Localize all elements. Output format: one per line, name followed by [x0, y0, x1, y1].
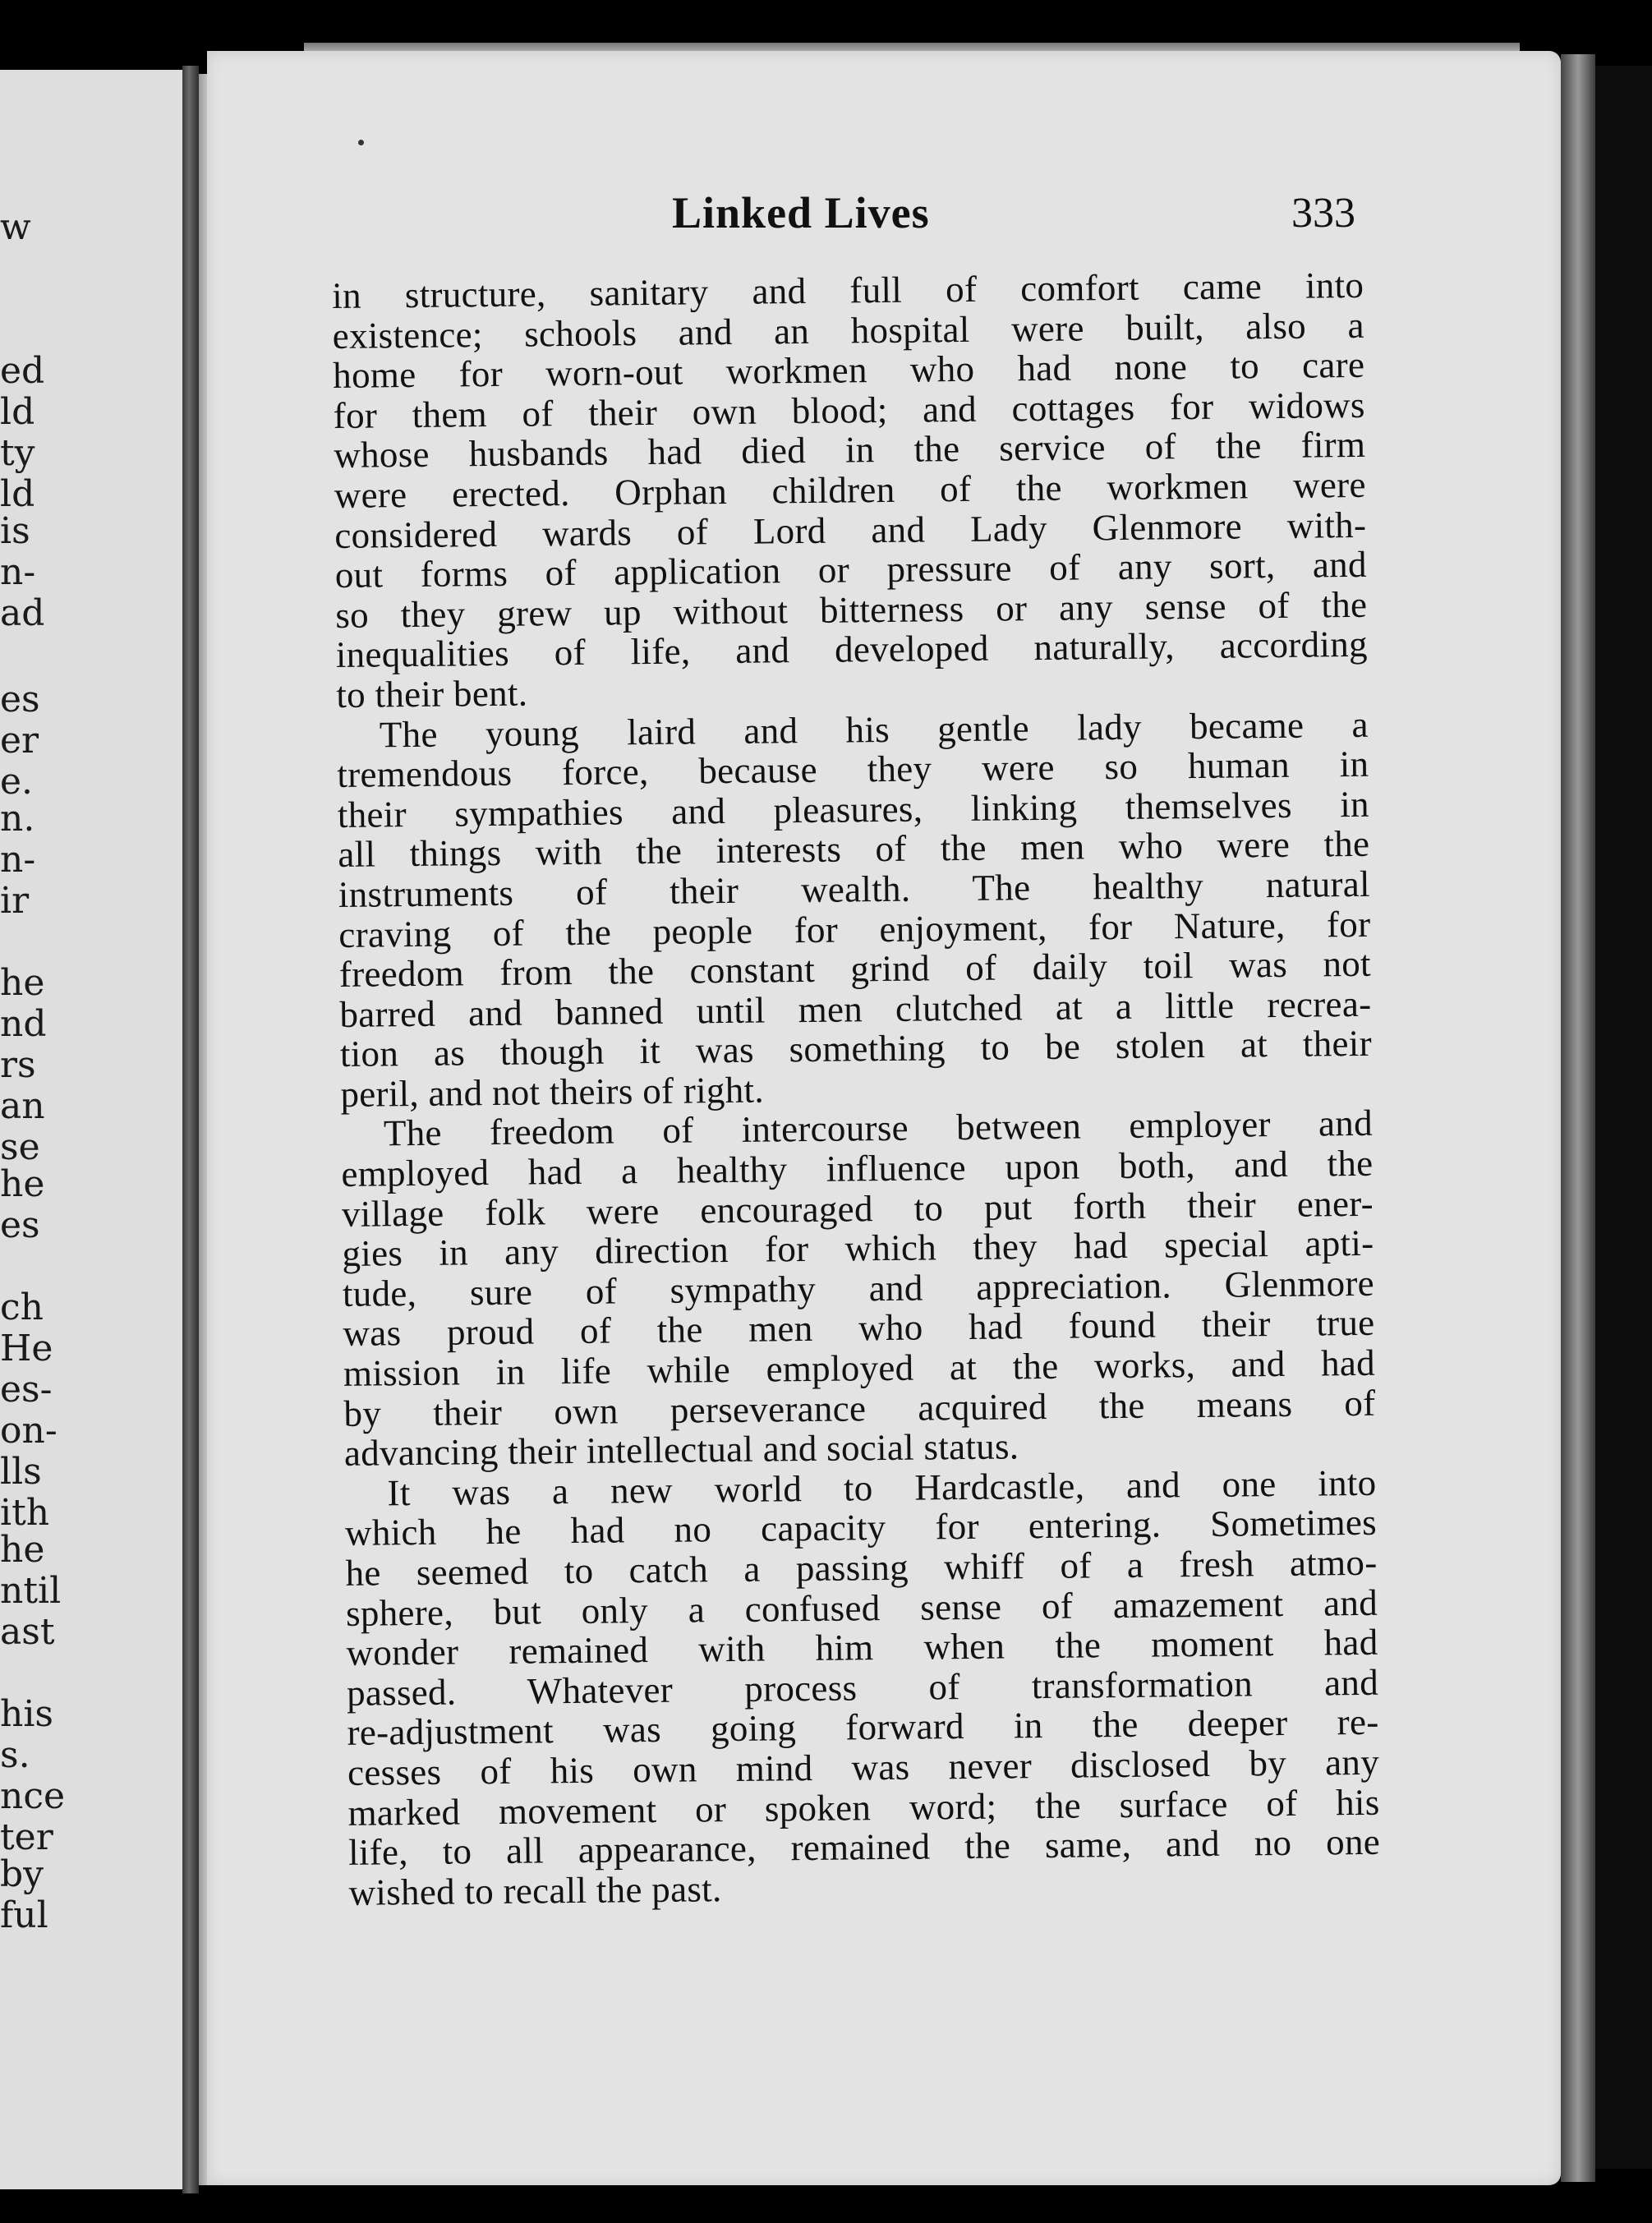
previous-page-text-fragment: lls — [0, 1451, 42, 1493]
previous-page-text-fragment: ty — [0, 432, 35, 474]
previous-page-text-fragment: n- — [0, 551, 36, 593]
previous-page-text-fragment: es- — [0, 1369, 53, 1411]
text-line: barred and banned until men clutched at a little recrea- — [339, 983, 1372, 1035]
previous-page-text-fragment: ith — [0, 1492, 50, 1534]
text-line: wished to recall the past. — [348, 1867, 722, 1913]
previous-page-text-fragment: ntil — [0, 1570, 62, 1612]
previous-page-text-fragment: nd — [0, 1003, 47, 1045]
text-line: peril, and not theirs of right. — [340, 1069, 765, 1115]
previous-page-text-fragment: ter — [0, 1816, 53, 1858]
text-line: out forms of application or pressure of any sort, and — [334, 543, 1368, 596]
page-number: 333 — [1291, 190, 1355, 237]
text-line: whose husbands had died in the service of the firm — [334, 424, 1366, 476]
text-line: employed had a healthy influence upon both, and the — [341, 1142, 1374, 1195]
previous-page-text-fragment: n. — [0, 798, 35, 840]
body-text — [332, 265, 1381, 1912]
previous-page-text-fragment: on- — [0, 1410, 58, 1452]
text-line: tude, sure of sympathy and appreciation. Glenmore — [342, 1262, 1375, 1314]
previous-page-text-fragment: ir — [0, 880, 30, 922]
previous-page-text-fragment: ed — [0, 350, 45, 392]
previous-page-text-fragment: an — [0, 1085, 45, 1127]
previous-page-text-fragment: er — [0, 720, 39, 762]
text-line: tremendous force, because they were so human in — [337, 743, 1369, 796]
previous-page-text-fragment: he — [0, 1529, 45, 1571]
previous-page-text-fragment: rs — [0, 1044, 36, 1086]
text-line: he seemed to catch a passing whiff of a fresh atmo- — [345, 1541, 1378, 1594]
text-line: for them of their own blood; and cottages for widows — [333, 384, 1365, 436]
text-line: to their bent. — [336, 672, 528, 716]
text-line: It was a new world to Hardcastle, and one into — [387, 1461, 1377, 1514]
text-line: sphere, but only a confused sense of amazement and — [345, 1581, 1378, 1634]
previous-page-text-fragment: he — [0, 962, 45, 1004]
text-line: passed. Whatever process of transformation and — [346, 1661, 1379, 1714]
text-line: craving of the people for enjoyment, for Nature, for — [338, 903, 1371, 955]
ink-speck — [358, 140, 364, 145]
previous-page-text-fragment: ch — [0, 1286, 44, 1328]
text-line: their sympathies and pleasures, linking themselves in — [337, 783, 1370, 835]
text-line: home for worn-out workmen who had none to care — [333, 344, 1365, 397]
book-gutter — [182, 66, 199, 2193]
text-line: considered wards of Lord and Lady Glenmore with- — [334, 504, 1367, 556]
previous-page-text-fragment: his — [0, 1693, 53, 1735]
text-line: wonder remained with him when the moment had — [346, 1621, 1378, 1674]
text-line: advancing their intellectual and social status. — [343, 1425, 1019, 1475]
text-line: marked movement or spoken word; the surface of his — [347, 1781, 1380, 1834]
text-line: were erected. Orphan children of the workmen were — [334, 463, 1366, 516]
page-stack-edge — [1561, 54, 1595, 2182]
text-line: cesses of his own mind was never disclosed by any — [347, 1741, 1380, 1793]
previous-page-text-fragment: ld — [0, 473, 35, 515]
text-line: mission in life while employed at the works, and had — [343, 1342, 1376, 1394]
text-line: in structure, sanitary and full of comfort came into — [331, 264, 1364, 316]
text-line: freedom from the constant grind of daily toil was not — [338, 942, 1372, 996]
running-head — [329, 187, 1355, 245]
previous-page-text-fragment: by — [0, 1853, 44, 1895]
text-line: all things with the interests of the men who were the — [338, 823, 1370, 876]
text-line: inequalities of life, and developed naturally, according — [335, 624, 1369, 676]
previous-page-text-fragment: ful — [0, 1894, 48, 1936]
previous-page-text-fragment: s. — [0, 1734, 30, 1776]
previous-page-text-fragment: ad — [0, 592, 45, 634]
previous-page-text-fragment: es — [0, 679, 40, 720]
text-line: instruments of their wealth. The healthy natural — [338, 863, 1371, 915]
previous-page-fragment — [0, 70, 187, 2189]
text-line: which he had no capacity for entering. Sometimes — [344, 1502, 1378, 1554]
text-line: so they grew up without bitterness or any sense of the — [335, 583, 1368, 636]
text-line: gies in any direction for which they had special apti- — [342, 1222, 1374, 1275]
previous-page-text-fragment: es — [0, 1204, 40, 1246]
text-line: tion as though it was something to be stolen at their — [339, 1023, 1373, 1075]
text-line: was proud of the men who had found their true — [343, 1302, 1375, 1355]
previous-page-text-fragment: se — [0, 1126, 40, 1168]
previous-page-text-fragment: w — [0, 206, 31, 248]
previous-page-text-fragment: He — [0, 1328, 53, 1369]
previous-page-text-fragment: e. — [0, 761, 34, 803]
text-line: life, to all appearance, remained the same, and no one — [347, 1820, 1381, 1874]
text-line: existence; schools and an hospital were built, also a — [332, 304, 1364, 357]
previous-page-text-fragment: nce — [0, 1775, 66, 1817]
running-title: Linked Lives — [672, 188, 930, 237]
text-line: village folk were encouraged to put forth their ener- — [341, 1182, 1374, 1235]
previous-page-text-fragment: he — [0, 1163, 45, 1205]
text-line: re-adjustment was going forward in the deeper re- — [347, 1701, 1379, 1754]
previous-page-text-fragment: ld — [0, 391, 35, 433]
text-line: The freedom of intercourse between employer and — [383, 1102, 1374, 1154]
scan-background — [1595, 66, 1652, 2169]
previous-page-text-fragment: ast — [0, 1611, 55, 1653]
text-line: The young laird and his gentle lady became a — [379, 703, 1369, 755]
previous-page-text-fragment: is — [0, 510, 30, 552]
text-line: by their own perseverance acquired the means of — [343, 1382, 1376, 1434]
previous-page-text-fragment: n- — [0, 839, 36, 881]
